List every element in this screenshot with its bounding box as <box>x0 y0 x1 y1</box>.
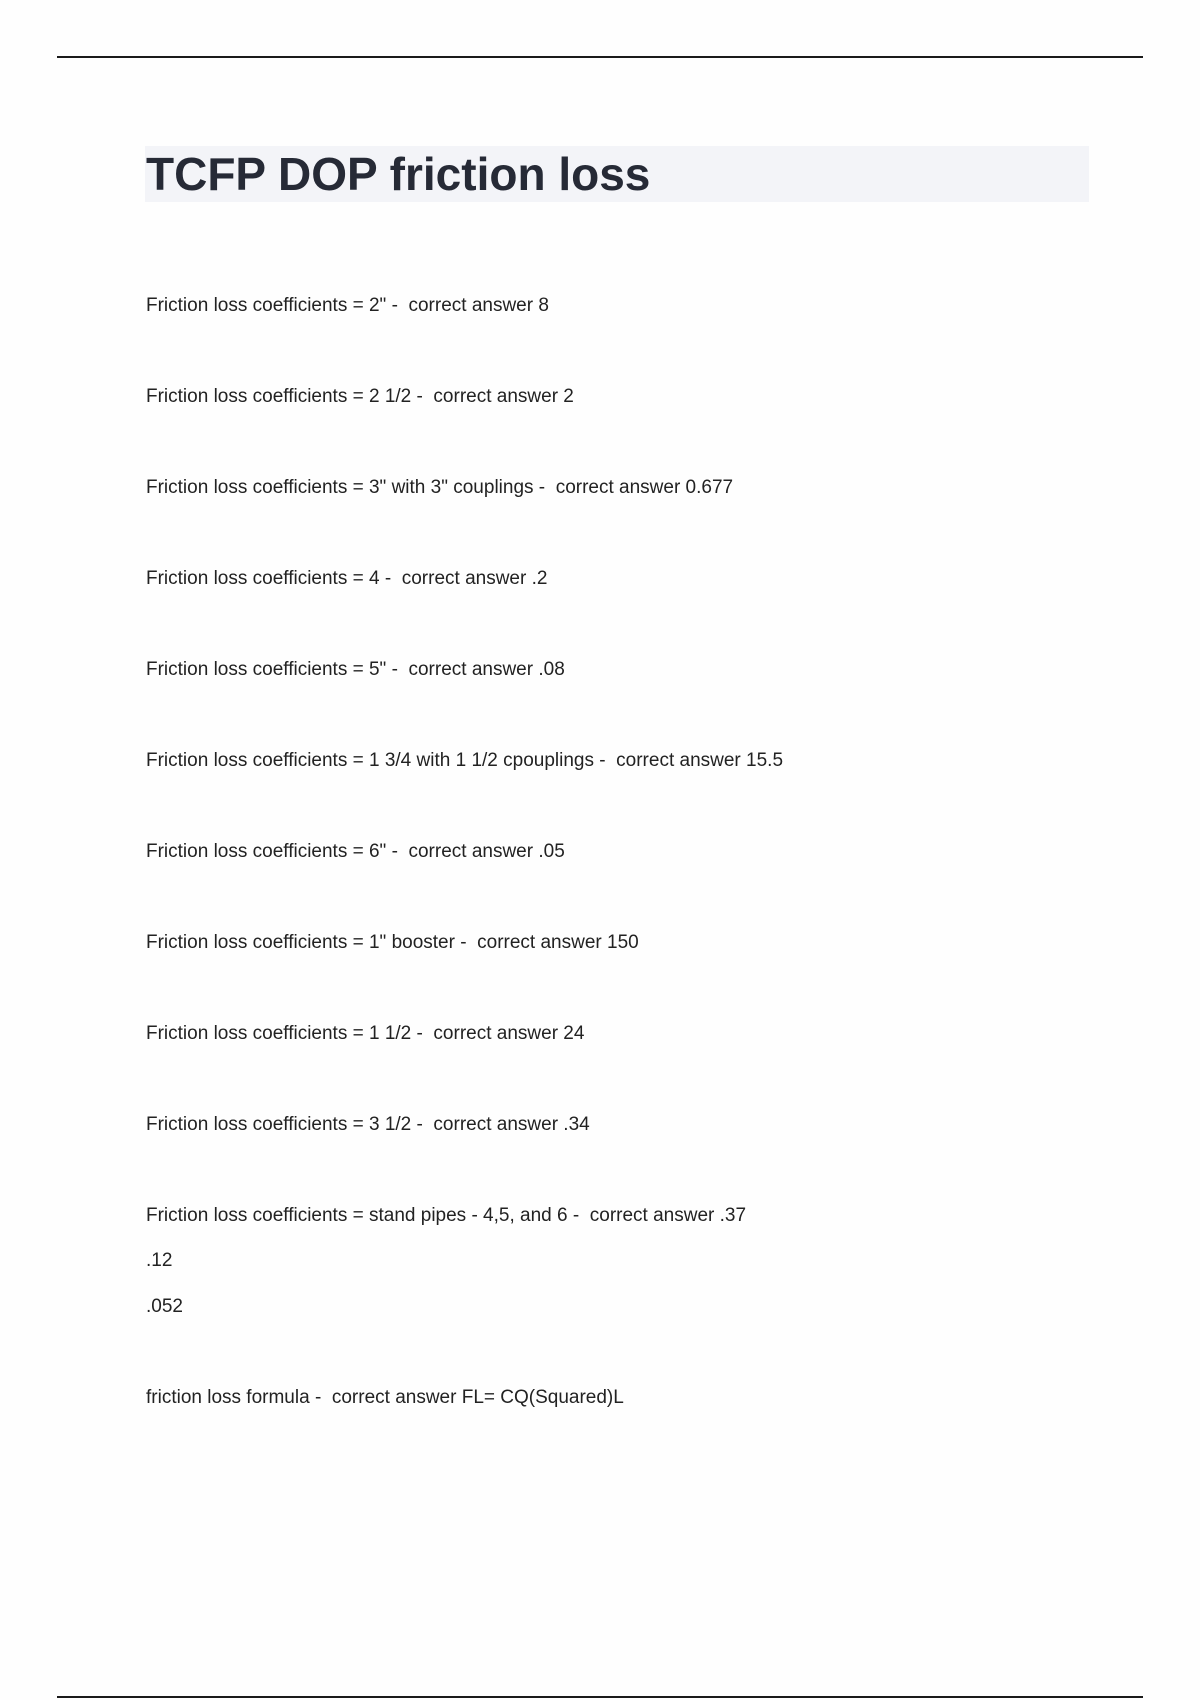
qa-answer: correct answer FL= CQ(Squared)L <box>331 1387 624 1408</box>
qa-answer: correct answer 15.5 <box>616 750 784 771</box>
qa-question: Friction loss coefficients = stand pipes - 4,5, and 6 - <box>146 1205 580 1226</box>
qa-item-6 <box>146 749 783 773</box>
qa-item-7 <box>146 840 565 864</box>
qa-item-10 <box>146 1113 590 1137</box>
page-title: TCFP DOP friction loss <box>146 148 651 200</box>
qa-answer: correct answer .2 <box>401 568 548 589</box>
qa-answer: correct answer .37 <box>589 1205 747 1226</box>
qa-answer: correct answer 8 <box>408 295 549 316</box>
qa-item-8 <box>146 931 639 955</box>
qa-question: Friction loss coefficients = 4 - <box>146 568 392 589</box>
qa-answer: correct answer 24 <box>433 1023 585 1044</box>
qa-item-5 <box>146 658 565 682</box>
qa-question: Friction loss coefficients = 5" - <box>146 659 398 680</box>
qa-question: Friction loss coefficients = 2" - <box>146 295 398 316</box>
qa-question: Friction loss coefficients = 1" booster - <box>146 932 467 953</box>
qa-question: Friction loss coefficients = 3 1/2 - <box>146 1114 423 1135</box>
qa-item-4 <box>146 567 547 591</box>
qa-answer: correct answer .05 <box>408 841 565 862</box>
qa-item-3 <box>146 476 733 500</box>
qa-answer-continuation: .12 <box>146 1250 173 1271</box>
qa-question: Friction loss coefficients = 1 1/2 - <box>146 1023 423 1044</box>
qa-answer-continuation: .052 <box>146 1296 183 1317</box>
footer-rule <box>57 1696 1143 1698</box>
qa-item-1 <box>146 294 549 318</box>
header-rule <box>57 56 1143 58</box>
qa-item-2 <box>146 385 574 409</box>
qa-answer: correct answer 0.677 <box>555 477 734 498</box>
qa-answer: correct answer 150 <box>477 932 639 953</box>
qa-question: Friction loss coefficients = 2 1/2 - <box>146 386 423 407</box>
qa-answer: correct answer .34 <box>433 1114 590 1135</box>
qa-item-9 <box>146 1022 584 1046</box>
qa-question: Friction loss coefficients = 1 3/4 with 1 1/2 cpouplings - <box>146 750 606 771</box>
qa-answer: correct answer .08 <box>408 659 565 680</box>
qa-question: friction loss formula - <box>146 1387 322 1408</box>
qa-answer: correct answer 2 <box>433 386 574 407</box>
qa-item-12 <box>146 1386 624 1410</box>
qa-question: Friction loss coefficients = 3" with 3" couplings - <box>146 477 546 498</box>
qa-item-11 <box>146 1204 746 1228</box>
qa-question: Friction loss coefficients = 6" - <box>146 841 398 862</box>
